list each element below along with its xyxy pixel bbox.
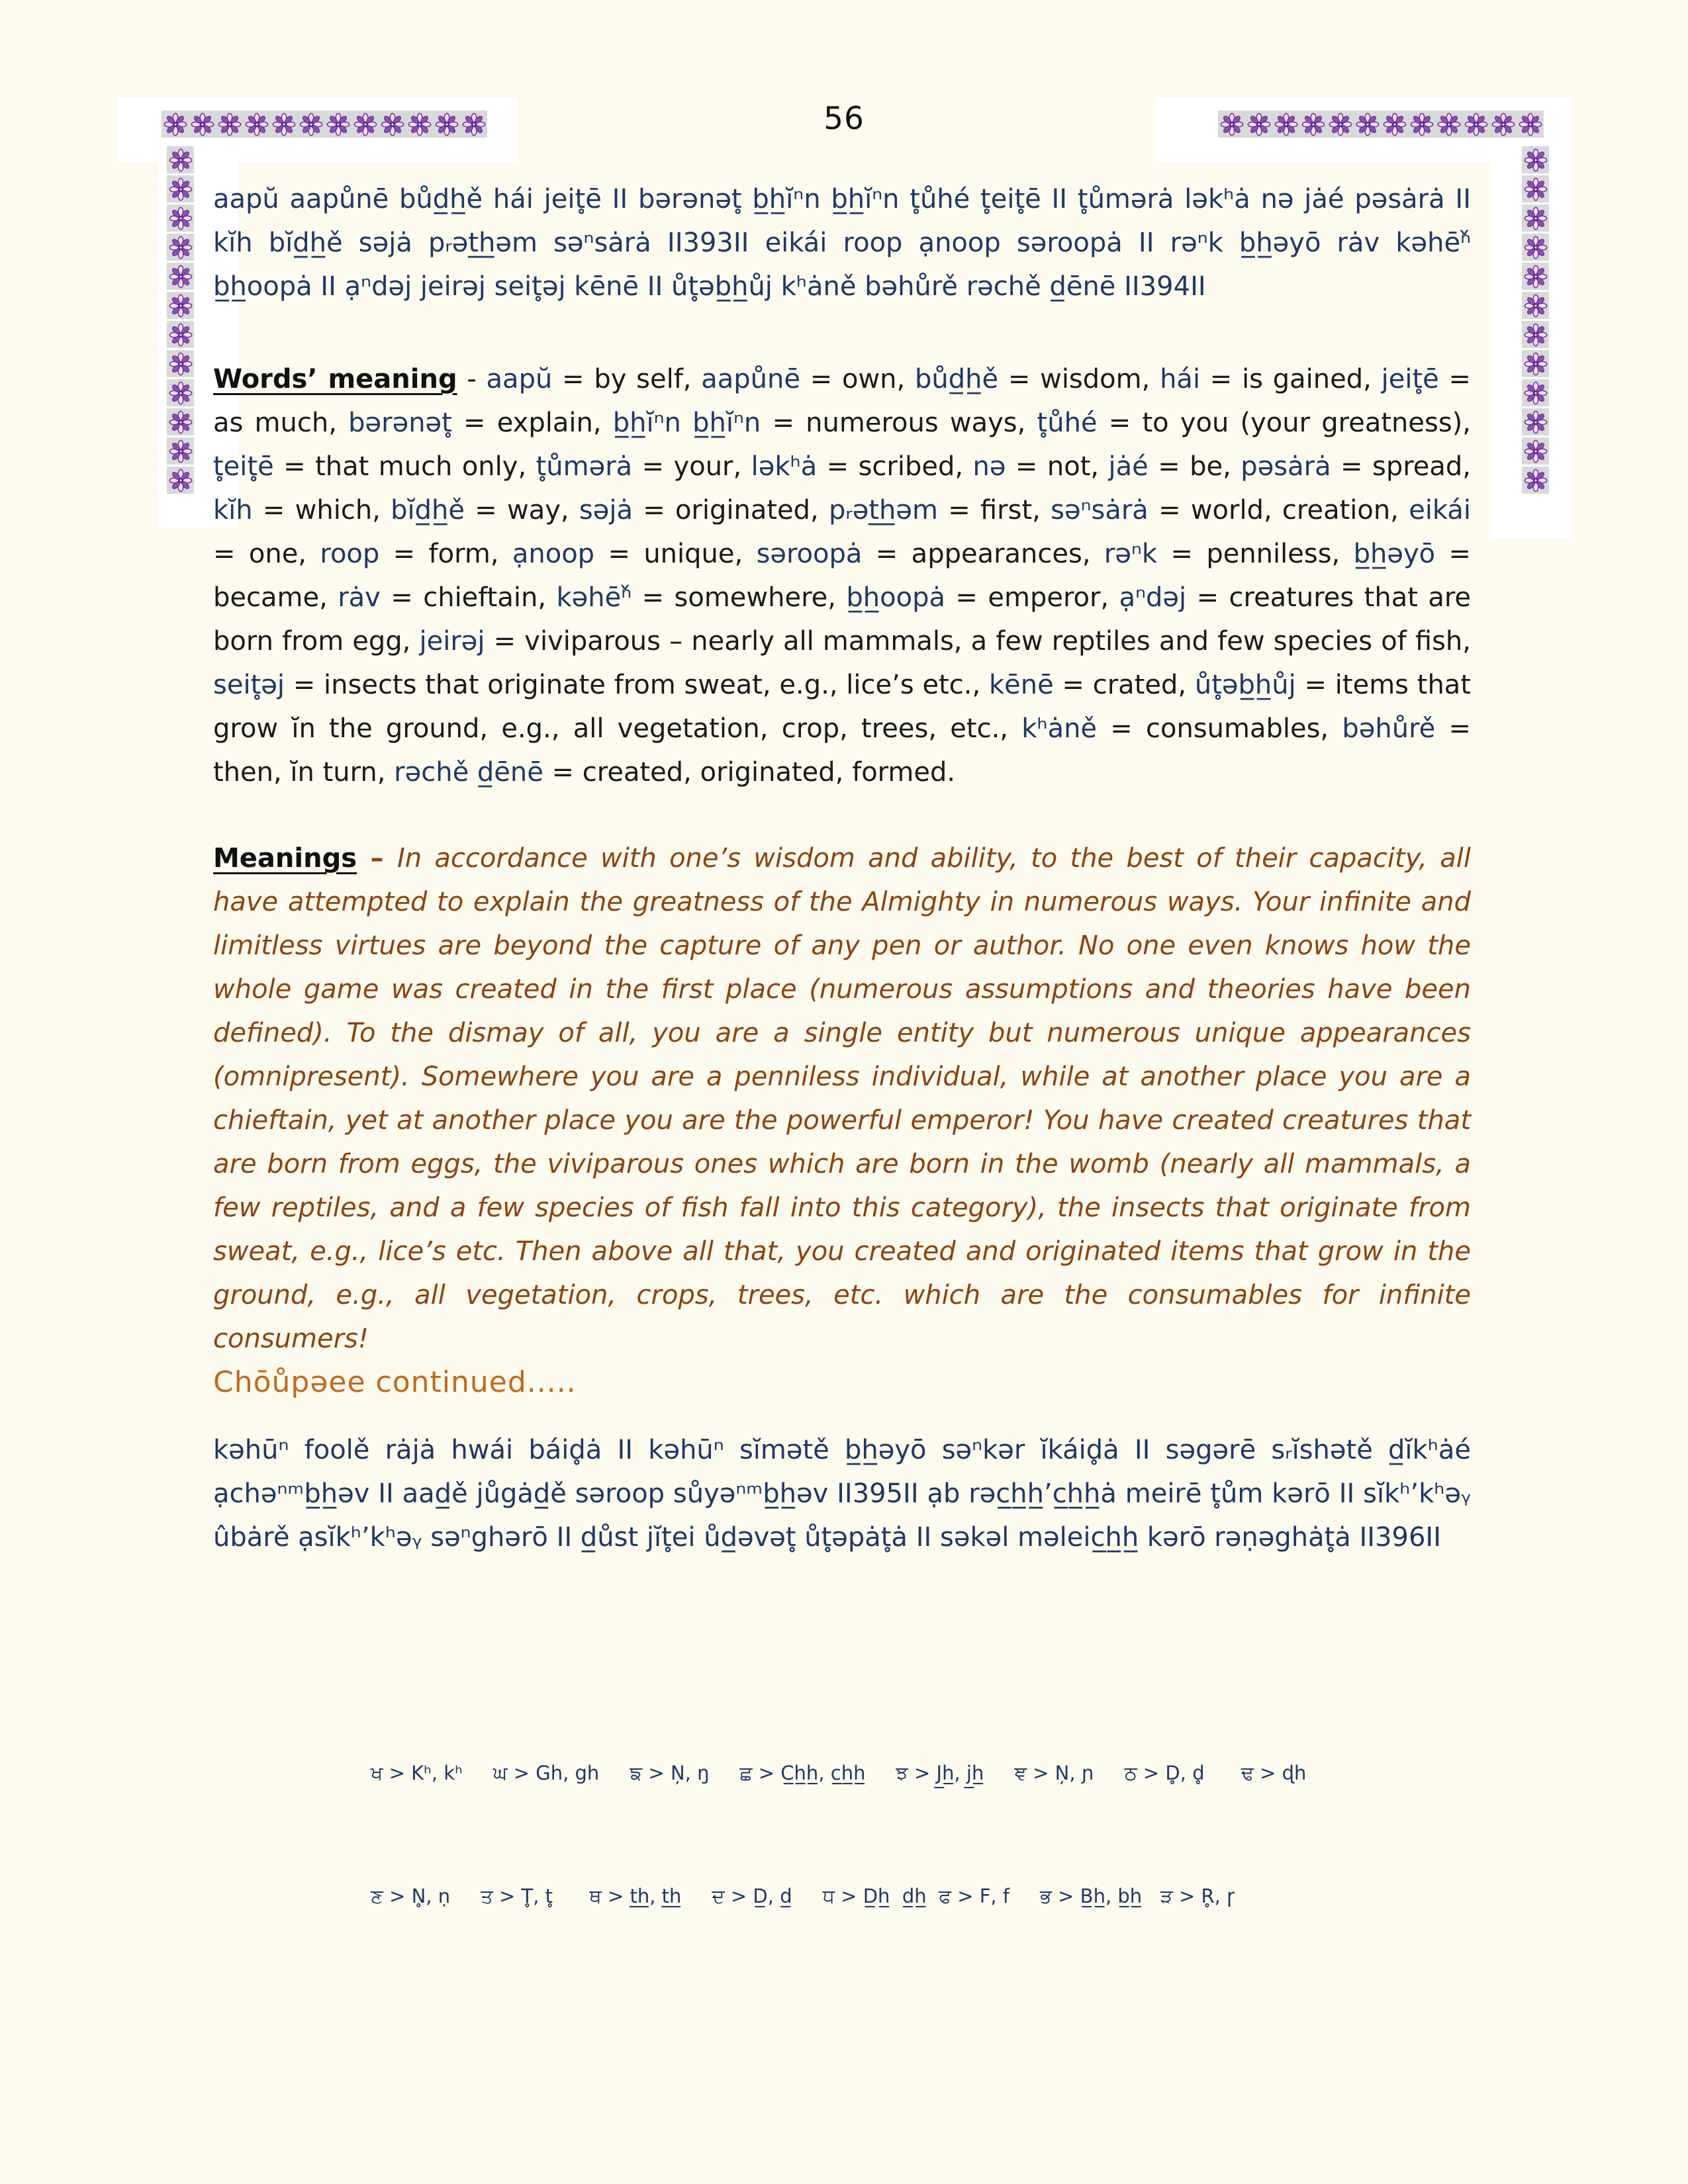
text-segment: = viviparous – nearly all mammals, a few reptiles and few species of fish,: [485, 626, 1472, 657]
text-segment: = explain,: [451, 408, 613, 438]
text-segment: -: [457, 364, 487, 394]
flower-icon: [1522, 321, 1549, 348]
phonetic-legend: [371, 1670, 1443, 1999]
meanings-paragraph: [213, 837, 1471, 1361]
flower-icon: [1522, 292, 1549, 319]
text-segment: In accordance with one’s wisdom and ability, to the best of their capacity, all have attempted to explain the greatness of the Almighty in numerous ways. Your infinite and limitless virtues are beyond the capture of any pen or author. No one even knows how the whole game was created in the first place (numerous assumptions and theories have been defined). To the dismay of all, you are a single entity but numerous unique appearances (omnipresent). Somewhere you are a penniless individual, while at another place you are a chieftain, yet at another place you are the powerful emperor! You have created creatures that are born from eggs, the viviparous ones which are born in the womb (nearly all mammals, a few reptiles, and a few species of fish fall into this category), the insects that originate from sweat, e.g., lice’s etc. Then above all that, you created and originated items that grow in the ground, e.g., all vegetation, crops, trees, etc. which are the consumables for infinite consumers!: [213, 843, 1471, 1354]
text-segment: = way,: [465, 495, 579, 525]
flower-icon: [1522, 146, 1549, 173]
text-segment: = own,: [800, 364, 915, 394]
flower-icon: [189, 111, 216, 138]
text-segment: = originated,: [632, 495, 829, 525]
text-segment: = which,: [252, 495, 391, 525]
text-segment: = appearances,: [862, 539, 1104, 569]
text-segment: səⁿsȧrȧ: [1051, 495, 1149, 525]
text-segment: = be,: [1148, 451, 1241, 482]
flower-icon: [1522, 437, 1549, 465]
text-segment: nə: [972, 451, 1006, 482]
flower-icon: [1522, 263, 1549, 290]
flower-icon: [167, 350, 194, 377]
text-segment: –: [357, 843, 397, 874]
text-segment: roop: [320, 539, 380, 569]
text-segment: = numerous ways,: [761, 408, 1037, 438]
legend-row-1: ਖ > Kʰ, kʰ ਘ > Gh, gh ਙ > N̦, ŋ ਛ > C̲h̲h̲, c̲h̲h̲ ਝ > J̲h̲, j̲h̲ ਞ > N̦, ɲ ਠ > D̥, d̥ ਢ > ɖh: [371, 1762, 1307, 1784]
text-segment: Meanings: [213, 843, 357, 874]
flower-border-right: [1522, 146, 1549, 494]
text-segment: seit̥əj: [213, 670, 285, 700]
flower-icon: [1517, 111, 1544, 138]
text-segment: b̲h̲ĭⁿn b̲h̲ĭⁿn: [612, 408, 761, 438]
text-segment: = penniless,: [1157, 539, 1354, 569]
flower-icon: [167, 321, 194, 348]
text-segment: = scribed,: [817, 451, 973, 482]
text-segment: pəsȧrȧ: [1241, 451, 1331, 482]
flower-icon: [1299, 111, 1327, 138]
text-segment: = emperor,: [945, 582, 1119, 613]
flower-icon: [1522, 350, 1549, 377]
flower-icon: [1327, 111, 1354, 138]
text-segment: = world, creation,: [1148, 495, 1409, 525]
text-segment: = to you (your greatness),: [1097, 408, 1472, 438]
flower-icon: [167, 467, 194, 494]
flower-icon: [1522, 408, 1549, 435]
flower-icon: [270, 111, 297, 138]
flower-icon: [167, 408, 194, 435]
flower-icon: [162, 111, 189, 138]
text-segment: = form,: [379, 539, 512, 569]
text-segment: rȧv: [338, 582, 381, 613]
text-segment: jeirəj: [419, 626, 485, 657]
flower-border-left: [167, 146, 194, 494]
text-segment: = one,: [213, 539, 320, 569]
flower-icon: [1218, 111, 1245, 138]
flower-icon: [379, 111, 406, 138]
flower-icon: [1522, 234, 1549, 261]
text-segment: kĭh: [213, 495, 253, 525]
text-segment: = as much,: [213, 364, 1472, 438]
text-segment: bərənət̥: [348, 408, 452, 438]
flower-icon: [1522, 175, 1549, 203]
flower-icon: [167, 175, 194, 203]
flower-icon: [297, 111, 324, 138]
flower-icon: [167, 263, 194, 290]
text-segment: = chieftain,: [380, 582, 557, 613]
text-segment: bůd̲h̲ě: [915, 364, 999, 394]
text-segment: aapŭ: [486, 364, 553, 394]
text-segment: Words’ meaning: [213, 364, 457, 394]
text-segment: b̲h̲əyō: [1353, 539, 1436, 569]
flower-icon: [433, 111, 460, 138]
text-segment: t̥eit̥ē: [213, 451, 274, 482]
text-segment: b̲h̲oopȧ: [846, 582, 945, 613]
flower-icon: [406, 111, 433, 138]
text-segment: = crated,: [1053, 670, 1195, 700]
text-segment: = creatures that are born from egg,: [213, 582, 1472, 657]
legend-row-2: ਣ > N̥, ṇ ਤ > T̥, t̥ ਥ > t̲h̲, t̲h̲ ਦ > D̲, d̲ ਧ > D̲h̲ d̲h̲ ਫ > F, f ਭ > B̲h̲, b̲h̲ ੜ > R̥, ɼ: [371, 1885, 1235, 1907]
flower-icon: [1522, 379, 1549, 406]
flower-icon: [167, 437, 194, 465]
scripture-paragraph-2: kəhūⁿ foolě rȧjȧ hwái báid̥ȧ II kəhūⁿ sĭmətě b̲h̲əyō səⁿkər ĭkáid̥ȧ II səgərē sᵣĭshətě d̲ĭkʰȧé ạchəⁿᵐb̲h̲əv II aad̲ě jůgȧd̲ě səroop sůyəⁿᵐb̲h̲əv II395II ạb rəc̲h̲h̲’c̲h̲h̲ȧ meirē t̥ům kərō II sĭkʰ’kʰəᵧ ûbȧrě ạsĭkʰ’kʰəᵧ səⁿghərō II d̲ůst jĭt̥ei ůd̲əvət̥ ůt̥əpȧt̥ȧ II səkəl məleic̲h̲h̲ kərō rəṇəghȧt̥ȧ II396II: [213, 1435, 1471, 1553]
flower-icon: [1245, 111, 1272, 138]
page-content: [213, 177, 1471, 1999]
flower-icon: [167, 379, 194, 406]
text-segment: t̥ůhé: [1037, 408, 1098, 438]
text-segment: = unique,: [594, 539, 757, 569]
words-meaning-paragraph: [213, 357, 1471, 794]
text-segment: = insects that originate from sweat, e.g., lice’s etc.,: [284, 670, 989, 700]
text-segment: = that much only,: [273, 451, 536, 482]
flower-icon: [167, 205, 194, 232]
text-segment: = spread,: [1331, 451, 1472, 482]
text-segment: = somewhere,: [632, 582, 847, 613]
text-segment: səjȧ: [579, 495, 633, 525]
text-segment: = created, originated, formed.: [543, 757, 956, 788]
flower-icon: [1489, 111, 1517, 138]
text-segment: rəchě d̲ēnē: [394, 757, 543, 788]
scripture-paragraph-1: aapŭ aapůnē bůd̲h̲ě hái jeit̥ē II bərənət̥ b̲h̲ĭⁿn b̲h̲ĭⁿn t̥ůhé t̥eit̥ē II t̥ůmərȧ ləkʰȧ nə jȧé pəsȧrȧ II kĭh bĭd̲h̲ě səjȧ pᵣət̲h̲əm səⁿsȧrȧ II393II eikái roop ạnoop səroopȧ II rəⁿk b̲h̲əyō rȧv kəhēⁿ̌ b̲h̲oopȧ II ạⁿdəj jeirəj seit̥əj kēnē II ůt̥əb̲h̲ůj kʰȧně bəhůrě rəchě d̲ēnē II394II: [213, 184, 1471, 302]
text-segment: rəⁿk: [1103, 539, 1158, 569]
text-segment: = is gained,: [1200, 364, 1382, 394]
text-segment: jeit̥ē: [1381, 364, 1439, 394]
text-segment: bəhůrě: [1342, 713, 1436, 744]
text-segment: = wisdom,: [998, 364, 1160, 394]
text-segment: jȧé: [1108, 451, 1149, 482]
flower-icon: [1354, 111, 1381, 138]
flower-icon: [460, 111, 487, 138]
text-segment: bĭd̲h̲ě: [391, 495, 465, 525]
flower-icon: [1272, 111, 1299, 138]
flower-icon: [243, 111, 270, 138]
text-segment: ạⁿdəj: [1119, 582, 1187, 613]
flower-icon: [167, 234, 194, 261]
flower-icon: [1462, 111, 1489, 138]
flower-icon: [1435, 111, 1462, 138]
flower-icon: [1408, 111, 1435, 138]
text-segment: ạnoop: [512, 539, 595, 569]
flower-icon: [167, 146, 194, 173]
flower-icon: [1522, 205, 1549, 232]
text-segment: kēnē: [988, 670, 1054, 700]
flower-icon: [352, 111, 379, 138]
flower-border-top-right: [1218, 111, 1544, 138]
text-segment: aapůnē: [701, 364, 800, 394]
text-segment: = not,: [1006, 451, 1109, 482]
text-segment: eikái: [1409, 495, 1472, 525]
flower-icon: [1522, 467, 1549, 494]
text-segment: kʰȧně: [1021, 713, 1098, 744]
text-segment: səroopȧ: [756, 539, 863, 569]
text-segment: pᵣət̲h̲əm: [829, 495, 938, 525]
flower-icon: [324, 111, 352, 138]
text-segment: ləkʰȧ: [751, 451, 818, 482]
flower-icon: [216, 111, 243, 138]
text-segment: hái: [1160, 364, 1201, 394]
text-segment: = your,: [632, 451, 751, 482]
text-segment: t̥ůmərȧ: [536, 451, 633, 482]
text-segment: = became,: [213, 539, 1472, 613]
text-segment: = by self,: [552, 364, 702, 394]
flower-border-top-left: [162, 111, 487, 138]
choupaee-continued-heading: Chōůpəee continued.....: [213, 1365, 577, 1399]
text-segment: = then, ĭn turn,: [213, 713, 1471, 788]
text-segment: = consumables,: [1097, 713, 1342, 744]
text-segment: = items that grow ĭn the ground, e.g., all vegetation, crop, trees, etc.,: [213, 670, 1472, 744]
page-number: 56: [823, 101, 865, 137]
text-segment: ůt̥əb̲h̲ůj: [1194, 670, 1296, 700]
text-segment: = first,: [937, 495, 1051, 525]
flower-icon: [1381, 111, 1408, 138]
flower-icon: [167, 292, 194, 319]
text-segment: kəhēⁿ̌: [556, 582, 632, 613]
